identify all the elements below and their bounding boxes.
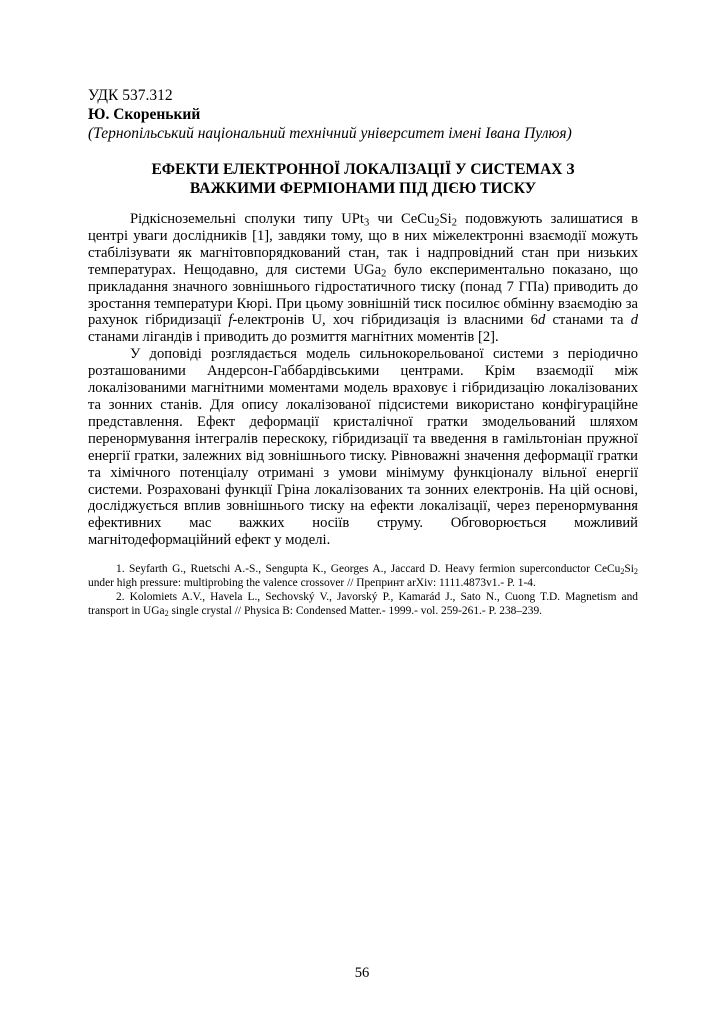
p1-text-1: Рідкісноземельні сполуки типу UPt: [130, 211, 364, 227]
p1-italic-d1: d: [537, 312, 546, 329]
ref1-text-2: Si: [624, 563, 634, 575]
ref2-text-1: 2. Kolomiets A.V., Havela L., Sechovský V., Javorský P., Kamarád J., Sato N., Cuong T.D. Magnetism and transport in UGa: [88, 591, 638, 617]
p1-text-3: Si: [439, 211, 452, 227]
article-body: [88, 211, 638, 549]
p1-text-2: чи CeCu: [369, 211, 435, 227]
p1-text-7: станами та: [545, 312, 631, 329]
page-number: 56: [354, 965, 370, 981]
ref1-text-1: 1. Seyfarth G., Ruetschi A.-S., Sengupta K., Georges A., Jaccard D. Heavy fermion superconductor CeCu: [116, 563, 621, 575]
author-affiliation: (Тернопільський національний технічний університет імені Івана Пулюя): [88, 125, 572, 142]
udc-code: УДК 537.312: [88, 87, 173, 104]
p1-text-8: станами лігандів і приводить до розмиття магнітних моментів [2].: [88, 329, 499, 346]
paragraph-2: У доповіді розглядається модель сильнокорельованої системи з періодично розташованими Андерсон-Габбардівськими центрами. Крім взаємодії між локалізованими магнітними моментами модель враховує і гібридизацію локалізованих та зонних станів. Для опису локалізованої підсистеми використано конфігураційне представлення. Ефект деформації кристалічної гратки змодельований шляхом перенормування інтегралів перескоку, гібридизації та введення в гамільтоніан пружної енергії гратки, залежних від зовнішнього тиску. Рівноважні значення деформації гратки та хімічного потенціалу отримані з умови мінімуму функціоналу вільної енергії системи. Розраховані функції Гріна локалізованих та зонних електронів. На цій основі, досліджується вплив зовнішнього тиску на ефекти локалізації, через перенормування ефективних мас важких носіїв струму. Обговорюється можливий магнітодеформаційний ефект у моделі.: [88, 346, 638, 549]
ref2-text-2: single crystal // Physica B: Condensed Matter.- 1999.- vol. 259-261.- P. 238–239.: [168, 605, 542, 617]
p1-sub-4: 2: [381, 268, 387, 280]
ref1-sub-2: 2: [633, 567, 638, 577]
ref1-sub-1: 2: [620, 567, 625, 577]
title-line-2: ВАЖКИМИ ФЕРМІОНАМИ ПІД ДІЄЮ ТИСКУ: [189, 180, 537, 197]
p1-text-4: подовжують залишатися в центрі уваги дослідників [1], завдяки тому, що в них міжелектронні взаємодії можуть стабілізувати як магнітовпорядкований стан, так і надпровідний стан при низьких температурах. Нещодавно, для системи UGa: [88, 211, 638, 278]
article-title: [88, 160, 638, 198]
paragraph-1: [88, 211, 638, 346]
references: [88, 562, 638, 618]
reference-2: [88, 590, 638, 618]
p1-sub-3: 2: [451, 217, 457, 229]
p1-text-6: -електронів U, хоч гібридизація із власними 6: [232, 312, 538, 329]
title-line-1: ЕФЕКТИ ЕЛЕКТРОННОЇ ЛОКАЛІЗАЦІЇ У СИСТЕМАХ З: [151, 161, 575, 178]
p1-italic-f: f: [228, 312, 233, 329]
p1-italic-d2: d: [630, 312, 638, 329]
p1-sub-2: 2: [434, 217, 440, 229]
p1-sub-1: 3: [363, 217, 370, 229]
article-header: [88, 86, 648, 143]
ref1-text-3: under high pressure: multiprobing the valence crossover // Препринт arXiv: 1111.4873v1.- P. 1-4.: [88, 577, 536, 589]
ref2-sub-1: 2: [164, 609, 169, 619]
p1-text-5: було експериментально показано, що прикладання значного зовнішнього гідростатичного тиску (понад 7 ГПа) приводить до зростання температури Кюрі. При цьому зовнішній тиск посилює обмінну взаємодію за рахунок гібридизації: [88, 261, 638, 329]
reference-1: [88, 562, 638, 590]
author-name: Ю. Скоренький: [88, 106, 201, 123]
